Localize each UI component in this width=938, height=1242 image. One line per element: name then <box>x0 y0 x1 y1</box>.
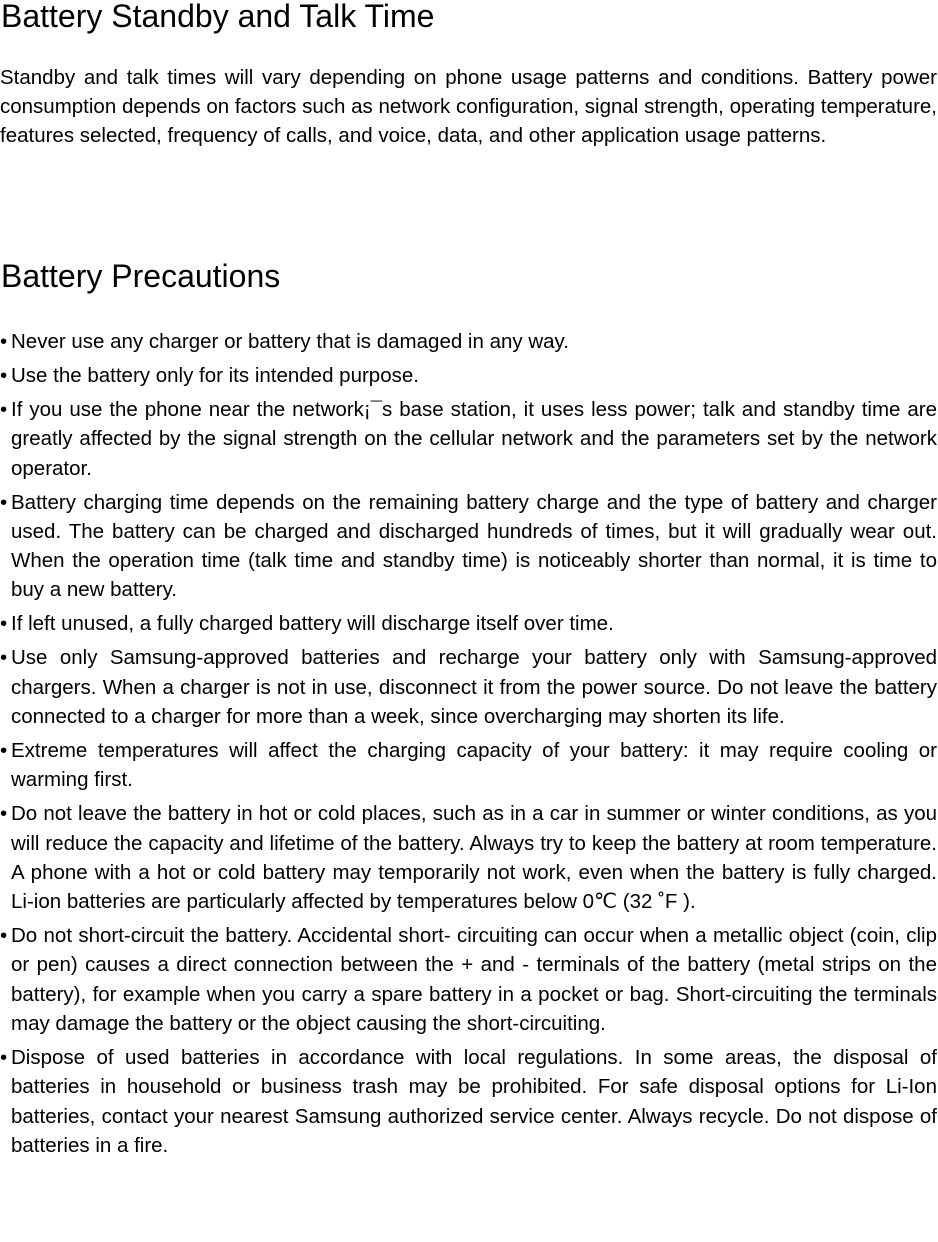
list-item-text: Battery charging time depends on the remaining battery charge and the type of battery and charger used. The battery can be charged and discharged hundreds of times, but it will gradually wear out. When the operation time (talk time and standby time) is noticeably shorter than normal, it is time to buy a new battery. <box>11 490 937 602</box>
list-item <box>0 799 937 916</box>
list-item-text: Dispose of used batteries in accordance with local regulations. In some areas, the disposal of batteries in household or business trash may be prohibited. For safe disposal options for Li-Ion batteries, contact your nearest Samsung authorized service center. Always recycle. Do not dispose of batteries in a fire. <box>11 1046 937 1157</box>
bullet-icon: • <box>0 363 8 387</box>
bullet-icon: • <box>0 330 8 353</box>
list-item-text: Use only Samsung-approved batteries and recharge your battery only with Samsung-approved chargers. When a charger is not in use, disconnect it from the power source. Do not leave the battery connected to a charger for more than a week, since overcharging may shorten its life. <box>11 646 937 728</box>
list-item-text: Do not short-circuit the battery. Accidental short- circuiting can occur when a metallic object (coin, clip or pen) causes a direct connection between the + and - terminals of the battery (metal strips on the battery), for example when you carry a spare battery in a pocket or bag. Short-circuiting the terminals may damage the battery or the object causing the short-circuiting. <box>11 924 937 1036</box>
bullet-icon: • <box>0 738 8 762</box>
bullet-icon: • <box>0 1046 8 1070</box>
list-item-text: Use the battery only for its intended purpose. <box>11 363 419 387</box>
bullet-icon: • <box>0 646 8 670</box>
bullet-icon: • <box>0 397 8 421</box>
section-title-standby-talk-time: Battery Standby and Talk Time <box>1 0 435 34</box>
list-item <box>0 609 937 638</box>
list-item <box>0 921 937 1038</box>
list-item <box>0 395 937 483</box>
list-item <box>0 1043 937 1160</box>
list-item-text: If left unused, a fully charged battery will discharge itself over time. <box>11 612 614 636</box>
section-title-battery-precautions: Battery Precautions <box>1 258 281 294</box>
bullet-icon: • <box>0 924 8 948</box>
standby-talk-time-paragraph: Standby and talk times will vary depending on phone usage patterns and conditions. Battery power consumption depends on factors such as network configuration, signal strength, operating temperature, features selected, frequency of calls, and voice, data, and other application usage patterns. <box>0 66 937 147</box>
list-item <box>0 488 937 605</box>
list-item-text: If you use the phone near the network¡¯s base station, it uses less power; talk and standby time are greatly affected by the signal strength on the cellular network and the parameters set by the network operator. <box>11 397 937 480</box>
list-item-text: Never use any charger or battery that is damaged in any way. <box>11 330 569 353</box>
bullet-icon: • <box>0 802 8 826</box>
precautions-list <box>0 327 937 1165</box>
bullet-icon: • <box>0 490 8 514</box>
list-item <box>0 643 937 731</box>
list-item <box>0 736 937 795</box>
bullet-icon: • <box>0 612 8 636</box>
list-item <box>0 361 937 390</box>
list-item-text: Extreme temperatures will affect the charging capacity of your battery: it may require cooling or warming first. <box>11 738 937 792</box>
list-item <box>0 327 937 356</box>
list-item-text: Do not leave the battery in hot or cold places, such as in a car in summer or winter conditions, as you will reduce the capacity and lifetime of the battery. Always try to keep the battery at room temperature. A phone with a hot or cold battery may temporarily not work, even when the battery is fully charged. Li-ion batteries are particularly affected by temperatures below 0℃ (32 ˚F ). <box>11 802 937 914</box>
